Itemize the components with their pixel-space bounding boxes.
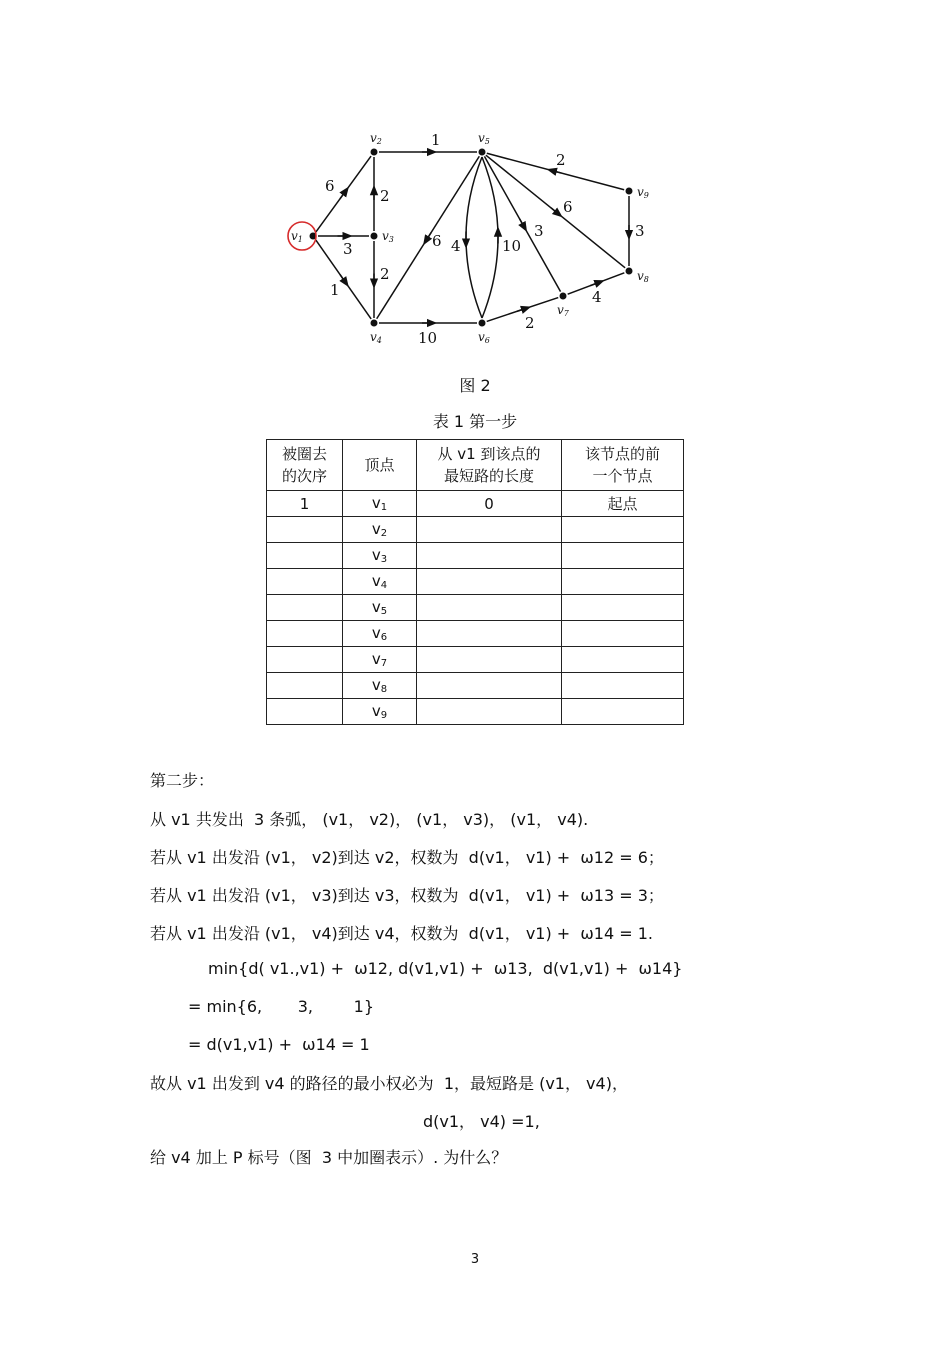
- cell-previous: 起点: [562, 491, 684, 517]
- edge-v6-v5: [482, 157, 498, 318]
- cell-previous: [562, 673, 684, 699]
- cell-length: [417, 647, 562, 673]
- table-row: [267, 517, 684, 543]
- cell-length: [417, 595, 562, 621]
- path-v1-v2: 若从 v1 出发沿 (v1， v2)到达 v2，权数为 d(v1， v1) + ω12 = 6；: [150, 848, 664, 867]
- node-label-v9: v9: [637, 185, 649, 200]
- min-expression: min{d( v1.,v1) + ω12, d(v1,v1) + ω13, d(v1,v1) + ω14}: [208, 959, 683, 978]
- cell-vertex: $v_9$: [343, 699, 417, 725]
- table-row: [267, 491, 684, 517]
- edge-weight-v7-v8: 4: [592, 288, 602, 306]
- arcs-from-v1: 从 v1 共发出 3 条弧， (v1， v2)， (v1， v3)， (v1， v4).: [150, 810, 589, 829]
- directed-graph-figure: [280, 125, 680, 355]
- cell-order: [267, 673, 343, 699]
- edge-weight-v4-v6: 10: [418, 329, 438, 347]
- edge-weight-v1-v3: 3: [343, 240, 353, 258]
- cell-length: 0: [417, 491, 562, 517]
- node-label-v8: v8: [637, 269, 649, 284]
- cell-vertex: $v_2$: [343, 517, 417, 543]
- node-v9: [626, 188, 633, 195]
- cell-length: [417, 673, 562, 699]
- header-order: 被圈去 的次序: [267, 440, 343, 491]
- cell-order: [267, 699, 343, 725]
- cell-order: [267, 595, 343, 621]
- dijkstra-step-table: [266, 439, 684, 725]
- table-row: [267, 595, 684, 621]
- edge-weight-v9-v8: 3: [635, 222, 645, 240]
- node-v6: [479, 320, 486, 327]
- cell-length: [417, 621, 562, 647]
- path-v1-v4: 若从 v1 出发沿 (v1， v4)到达 v4，权数为 d(v1， v1) + ω14 = 1.: [150, 924, 653, 943]
- edge-weight-v1-v2: 6: [325, 177, 335, 195]
- cell-previous: [562, 543, 684, 569]
- path-v1-v3: 若从 v1 出发沿 (v1， v3)到达 v3，权数为 d(v1， v1) + ω13 = 3；: [150, 886, 664, 905]
- cell-previous: [562, 517, 684, 543]
- header-vertex: 顶点: [343, 440, 417, 491]
- min-result: = d(v1,v1) + ω14 = 1: [188, 1035, 370, 1054]
- table-row: [267, 699, 684, 725]
- step-two-heading: 第二步：: [150, 771, 215, 790]
- node-label-v2: v2: [370, 131, 382, 146]
- table-row: [267, 647, 684, 673]
- edge-weight-v1-v4: 1: [330, 281, 340, 299]
- node-v8: [626, 268, 633, 275]
- edge-v6-v7: [487, 298, 559, 322]
- table-row: [267, 543, 684, 569]
- edge-weight-v6-v7: 2: [525, 314, 535, 332]
- cell-vertex: $v_5$: [343, 595, 417, 621]
- cell-vertex: $v_8$: [343, 673, 417, 699]
- node-v3: [371, 233, 378, 240]
- table-row: [267, 569, 684, 595]
- cell-vertex: $v_6$: [343, 621, 417, 647]
- node-v5: [479, 149, 486, 156]
- cell-previous: [562, 595, 684, 621]
- edge-weight-v9-v5: 2: [556, 151, 566, 169]
- cell-order: [267, 569, 343, 595]
- edge-weight-v2-v5: 1: [431, 131, 441, 149]
- cell-vertex: $v_4$: [343, 569, 417, 595]
- edge-weight-v6-v5: 10: [502, 237, 522, 255]
- table-row: [267, 621, 684, 647]
- node-v4: [371, 320, 378, 327]
- cell-order: [267, 647, 343, 673]
- node-label-v1: v1: [291, 229, 303, 244]
- cell-length: [417, 699, 562, 725]
- page-number: 3: [470, 1252, 480, 1267]
- cell-order: [267, 543, 343, 569]
- cell-previous: [562, 699, 684, 725]
- table-header-row: [267, 440, 684, 491]
- cell-order: [267, 621, 343, 647]
- figure-caption: 图 2: [459, 376, 491, 395]
- edge-weight-v5-v6: 4: [451, 237, 461, 255]
- node-label-v4: v4: [370, 330, 382, 345]
- node-v2: [371, 149, 378, 156]
- cell-order: [267, 517, 343, 543]
- node-v7: [560, 293, 567, 300]
- cell-length: [417, 569, 562, 595]
- header-previous-node: 该节点的前 一个节点: [562, 440, 684, 491]
- cell-length: [417, 517, 562, 543]
- edge-weight-v5-v8: 6: [563, 198, 573, 216]
- cell-vertex: $v_7$: [343, 647, 417, 673]
- edge-v5-v6: [466, 157, 482, 318]
- table-row: [267, 673, 684, 699]
- cell-previous: [562, 569, 684, 595]
- distance-v4: d(v1， v4) =1,: [423, 1112, 540, 1131]
- min-values: = min{6, 3, 1}: [188, 997, 375, 1016]
- edge-weight-v3-v2: 2: [380, 187, 390, 205]
- cell-vertex: $v_1$: [343, 491, 417, 517]
- node-label-v3: v3: [382, 229, 394, 244]
- node-label-v5: v5: [478, 131, 490, 146]
- conclusion-line: 故从 v1 出发到 v4 的路径的最小权必为 1，最短路是 (v1， v4)，: [150, 1074, 628, 1093]
- cell-order: 1: [267, 491, 343, 517]
- cell-previous: [562, 621, 684, 647]
- cell-length: [417, 543, 562, 569]
- header-shortest-length: 从 v1 到该点的 最短路的长度: [417, 440, 562, 491]
- node-label-v6: v6: [478, 330, 490, 345]
- cell-previous: [562, 647, 684, 673]
- cell-vertex: $v_3$: [343, 543, 417, 569]
- edge-weight-v3-v4: 2: [380, 265, 390, 283]
- node-label-v7: v7: [557, 303, 569, 318]
- table-caption: 表 1 第一步: [432, 412, 518, 431]
- edge-weight-v5-v4: 6: [432, 232, 442, 250]
- p-label-question: 给 v4 加上 P 标号（图 3 中加圈表示）. 为什么？: [150, 1148, 508, 1167]
- edge-weight-v5-v7: 3: [534, 222, 544, 240]
